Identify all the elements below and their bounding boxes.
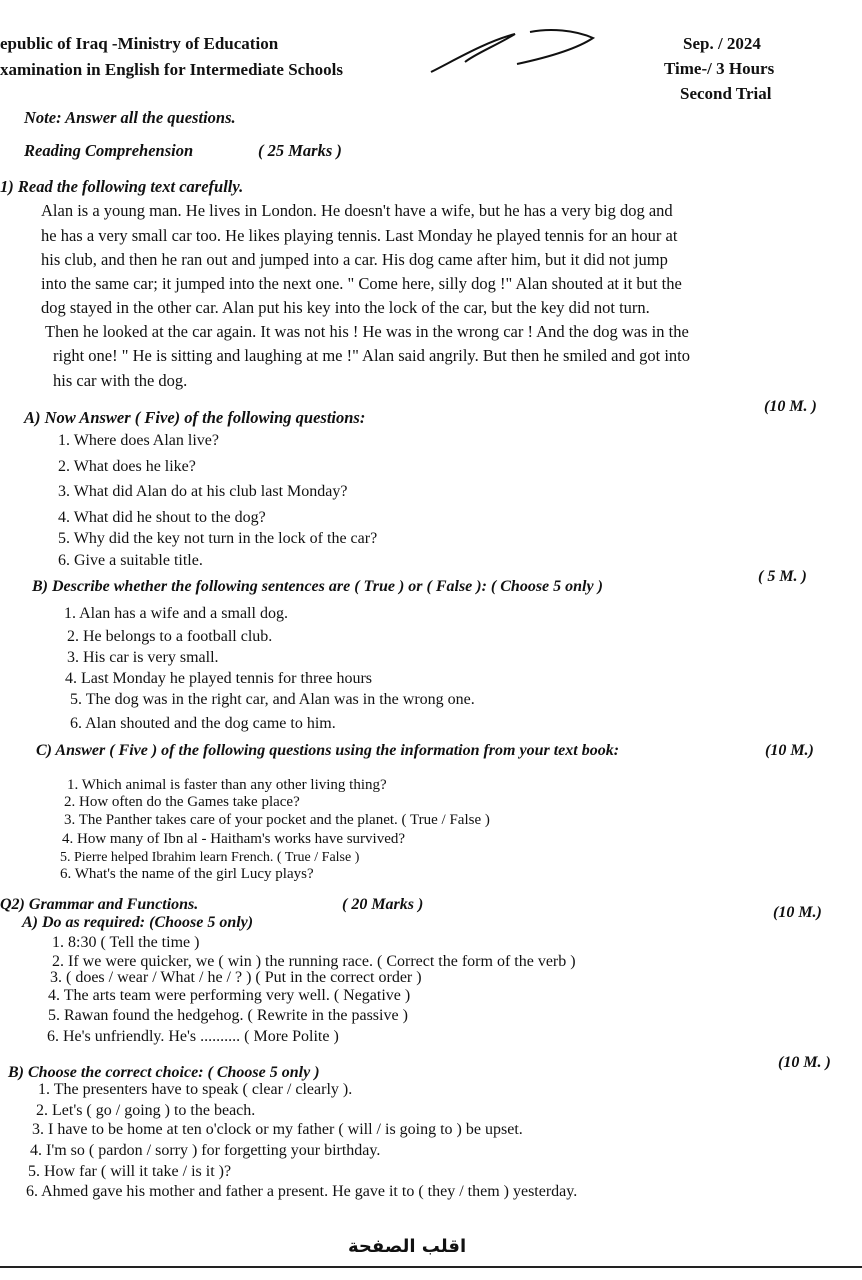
section-b-marks: ( 5 M. ) [758,568,807,585]
list-item: 4. What did he shout to the dog? [58,509,266,526]
passage-line: into the same car; it jumped into the next one. " Come here, silly dog !" Alan shouted at it but the [41,274,682,293]
q1-title: 1) Read the following text carefully. [0,177,244,196]
list-item: 6. What's the name of the girl Lucy plays? [60,866,314,882]
header-date: Sep. / 2024 [683,34,761,53]
list-item: 3. I have to be home at ten o'clock or my father ( will / is going to ) be upset. [32,1121,523,1138]
section-c-marks: (10 M.) [765,742,814,759]
passage-line: he has a very small car too. He likes playing tennis. Last Monday he played tennis for an hour at [41,226,678,245]
list-item: 6. Ahmed gave his mother and father a present. He gave it to ( they / them ) yesterday. [26,1183,578,1200]
reading-title: Reading Comprehension [24,141,194,160]
header-trial: Second Trial [680,84,772,103]
list-item: 4. The arts team were performing very well. ( Negative ) [48,987,411,1004]
q2-title: Q2) Grammar and Functions. [0,896,199,913]
list-item: 4. How many of Ibn al - Haitham's works have survived? [62,831,406,847]
reading-marks: ( 25 Marks ) [258,141,342,160]
list-item: 2. How often do the Games take place? [64,794,300,810]
header-left-line2: xamination in English for Intermediate Schools [0,60,344,79]
list-item: 2. What does he like? [58,458,196,475]
list-item: 2. If we were quicker, we ( win ) the running race. ( Correct the form of the verb ) [52,953,576,970]
section-b-title: B) Describe whether the following sentences are ( True ) or ( False ): ( Choose 5 only ) [32,578,603,595]
list-item: 1. The presenters have to speak ( clear / clearly ). [38,1081,353,1098]
list-item: 3. The Panther takes care of your pocket and the planet. ( True / False ) [64,812,490,828]
section-a-title: A) Now Answer ( Five) of the following questions: [24,408,366,427]
q2-a-marks: (10 M.) [773,904,822,921]
list-item: 2. Let's ( go / going ) to the beach. [36,1102,256,1119]
header-time: Time-/ 3 Hours [664,59,775,78]
list-item: 6. Alan shouted and the dog came to him. [70,715,336,732]
section-c-title: C) Answer ( Five ) of the following questions using the information from your text book: [36,742,620,759]
list-item: 3. What did Alan do at his club last Monday? [58,483,348,500]
list-item: 5. Why did the key not turn in the lock of the car? [58,530,378,547]
list-item: 4. Last Monday he played tennis for three hours [65,670,373,687]
header-left-line1: epublic of Iraq -Ministry of Education [0,34,279,53]
signature-icon [425,20,605,80]
passage-line: Alan is a young man. He lives in London. He doesn't have a wife, but he has a very big dog and [41,201,673,220]
passage-line: dog stayed in the other car. Alan put his key into the lock of the car, but the key did not turn. [41,298,650,317]
list-item: 3. ( does / wear / What / he / ? ) ( Put in the correct order ) [50,969,422,986]
q2-b-title: B) Choose the correct choice: ( Choose 5 only ) [8,1064,320,1081]
list-item: 1. Which animal is faster than any other living thing? [67,777,387,793]
list-item: 5. Pierre helped Ibrahim learn French. ( True / False ) [60,850,360,865]
passage-line: his car with the dog. [53,371,188,390]
passage-line: right one! " He is sitting and laughing at me !" Alan said angrily. But then he smiled and got into [53,346,691,365]
q2-a-title: A) Do as required: (Choose 5 only) [22,914,254,931]
list-item: 6. Give a suitable title. [58,552,203,569]
passage-line: Then he looked at the car again. It was not his ! He was in the wrong car ! And the dog was in the [45,322,689,341]
bottom-rule [0,1266,862,1268]
q2-b-marks: (10 M. ) [778,1054,831,1071]
list-item: 1. Alan has a wife and a small dog. [64,605,288,622]
list-item: 1. 8:30 ( Tell the time ) [52,934,200,951]
list-item: 4. I'm so ( pardon / sorry ) for forgetting your birthday. [30,1142,381,1159]
list-item: 3. His car is very small. [67,649,219,666]
list-item: 1. Where does Alan live? [58,432,219,449]
list-item: 6. He's unfriendly. He's .......... ( More Polite ) [47,1028,339,1045]
list-item: 5. The dog was in the right car, and Alan was in the wrong one. [70,691,475,708]
list-item: 5. Rawan found the hedgehog. ( Rewrite in the passive ) [48,1007,408,1024]
turn-page-text: اقلب الصفحة [348,1236,467,1257]
q2-marks: ( 20 Marks ) [342,896,424,913]
passage-line: his club, and then he ran out and jumped into a car. His dog came after him, but it did not jump [41,250,668,269]
list-item: 5. How far ( will it take / is it )? [28,1163,232,1180]
section-a-marks: (10 M. ) [764,398,817,415]
list-item: 2. He belongs to a football club. [67,628,273,645]
note-text: Note: Answer all the questions. [24,108,236,127]
